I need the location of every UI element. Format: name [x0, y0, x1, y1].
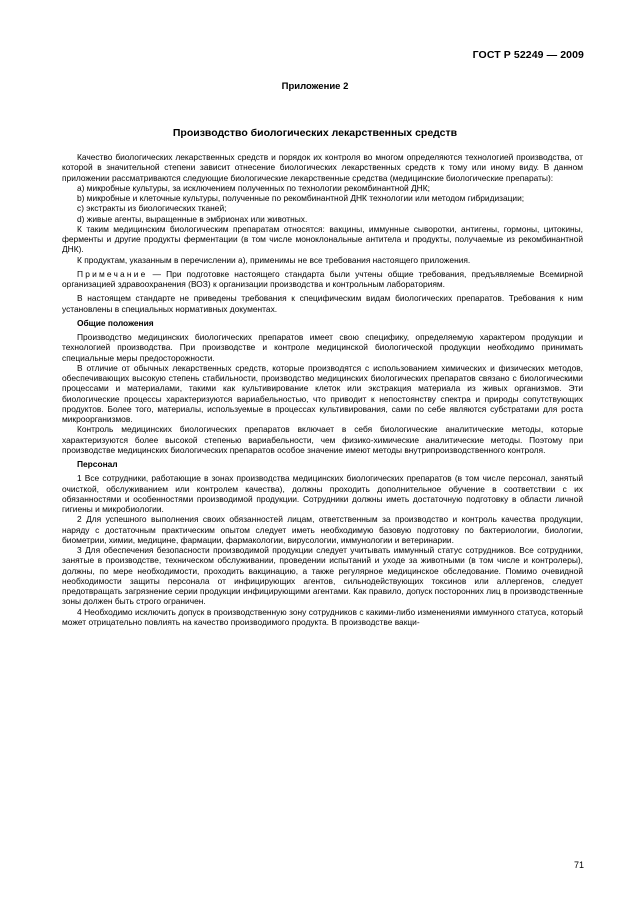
- list-item-d: d) живые агенты, выращенные в эмбрионах или животных.: [77, 213, 308, 224]
- section-heading-personnel: Персонал: [77, 459, 118, 469]
- intro-paragraph: К таким медицинским биологическим препаратам относятся: вакцины, иммунные сыворотки, антигены, гормоны, цитокины, ферменты и другие продукты ферментации (в том числе моноклональные антитела и продукты, получаемые из рекомбинантной ДНК).: [62, 223, 583, 255]
- page-title: Производство биологических лекарственных средств: [172, 127, 458, 139]
- personnel-paragraph: 1 Все сотрудники, работающие в зонах производства медицинских биологических препаратов (в том числе персонал, занятый очисткой, обслуживанием или контролем качества), должны проходить дополнительное обучение в соответствии с их обязанностями и особенностями производимой продукции. Сотрудники должны иметь достаточную подготовку в области личной гигиены и микробиологии.: [62, 473, 583, 514]
- page-number: 71: [573, 860, 584, 870]
- list-item-c: c) экстракты из биологических тканей;: [77, 203, 227, 214]
- personnel-paragraph: 4 Необходимо исключить допуск в производственную зону сотрудников с какими-либо изменениями иммунного статуса, который может отрицательно повлиять на качество производимого продукта. В производстве вакци-: [62, 606, 583, 627]
- list-item-b: b) микробные и клеточные культуры, полученные по рекомбинантной ДНК технологии или методом гибридизации;: [77, 193, 525, 203]
- intro-paragraph: В настоящем стандарте не приведены требования к специфическим видам биологических препаратов. Требования к ним установлены в специальных нормативных документах.: [62, 293, 583, 314]
- general-paragraph: В отличие от обычных лекарственных средств, которые производятся с использованием химических и физических методов, обеспечивающих высокую степень стабильности, производство медицинских биологических препаратов связано с биологическими процессами и материалами, такими как культивирование клеток или экстракция материала из живых организмов. Эти биологические процессы характеризуются вариабельностью, что приводит к непостоянству спектра и природы сопутствующих продуктов. Более того, материалы, используемые в процессах культивирования, сами по себе являются субстратами для роста микроорганизмов.: [62, 362, 583, 424]
- personnel-paragraph: 2 Для успешного выполнения своих обязанностей лицам, ответственным за производство и контроль качества продукции, наряду с достаточным практическим опытом следует иметь необходимую базовую подготовку по бактериологии, биологии, биометрии, химии, медицине, фармации, фармакологии, вирусологии, иммунологии и ветеринарии.: [62, 514, 583, 545]
- general-paragraph: Производство медицинских биологических препаратов имеет свою специфику, определяемую характером продукции и технологией производства. При производстве и контроле медицинской биологической продукции необходимо принимать специальные меры предосторожности.: [62, 332, 583, 363]
- standard-code: ГОСТ Р 52249 — 2009: [472, 49, 584, 61]
- list-item-a: а) микробные культуры, за исключением полученных по технологии рекомбинантной ДНК;: [77, 182, 430, 193]
- document-body: [62, 152, 583, 627]
- general-paragraph: Контроль медицинских биологических препаратов включает в себя биологические аналитические методы, которые характеризуются более высокой степенью вариабельности, чем физико-химические аналитические методы. Поэтому при производстве медицинских биологических препаратов особое значение имеют методы внутрипроизводственного контроля.: [62, 424, 583, 455]
- note: [62, 269, 583, 290]
- intro-paragraph: К продуктам, указанным в перечислении а), применимы не все требования настоящего приложения.: [77, 254, 471, 265]
- section-heading-general: Общие положения: [77, 317, 154, 328]
- personnel-paragraph: 3 Для обеспечения безопасности производимой продукции следует учитывать иммунный статус сотрудников. Все сотрудники, занятые в производстве, техническом обслуживании, проведении испытаний и уходе за животными (в том числе и контролеры), должны, по мере необходимости, проходить вакцинацию, а также регулярное медицинское обследование. Помимо очевидной необходимости защиты персонала от инфицирующих агентов, сильнодействующих токсинов или аллергенов, следует предотвращать загрязнение серии продукции инфицирующими агентами. Как правило, допуск посторонних лиц в производственные зоны должен быть строго ограничен.: [62, 545, 583, 607]
- note-label: Примечание: [77, 268, 148, 279]
- appendix-label: Приложение 2: [281, 81, 349, 92]
- note-text: — При подготовке настоящего стандарта были учтены общие требования, предъявляемые Всемирной организацией здравоохранения (ВОЗ) к организации производства и контрольным лабораториям.: [62, 268, 583, 289]
- intro-paragraph: Качество биологических лекарственных средств и порядок их контроля во многом определяются технологией производства, от которой в значительной степени зависит отнесение биологических лекарственных средств к тому или иному виду. В данном приложении рассматриваются следующие биологические лекарственные средства (медицинские биологические препараты):: [62, 152, 583, 183]
